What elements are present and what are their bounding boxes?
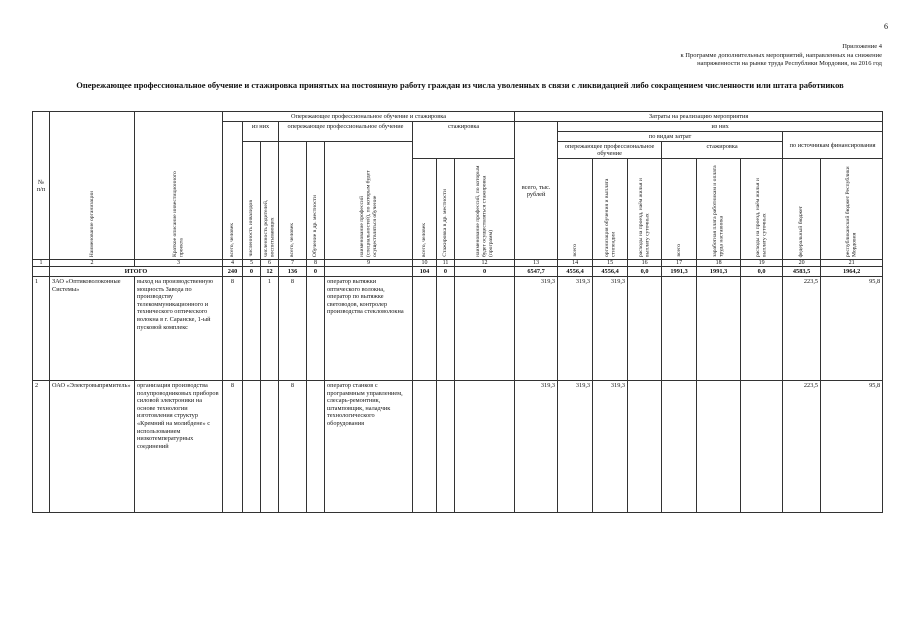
row-cell bbox=[741, 277, 783, 381]
row-cell: 319,3 bbox=[558, 381, 593, 513]
total-label: ИТОГО bbox=[50, 267, 223, 277]
row-cell bbox=[697, 277, 741, 381]
header-rep: республиканский бюджет Республики Мордовия bbox=[821, 159, 883, 260]
row-cell bbox=[697, 381, 741, 513]
row-professions: оператор станков с программным управлением, слесарь-ремонтник, штамповщик, наладчик технологического оборудования bbox=[325, 381, 413, 513]
row-org: ОАО «Электровыпрямитель» bbox=[50, 381, 135, 513]
header-parents: численность родителей, воспитывающих bbox=[261, 142, 279, 260]
row-cell bbox=[243, 277, 261, 381]
appendix-line-3: напряженности на рынке труда Республики Мордовия, на 2016 год bbox=[697, 60, 882, 67]
row-org: ЗАО «Оптиковолоконные Системы» bbox=[50, 277, 135, 381]
row-cell bbox=[307, 277, 325, 381]
header-project: Краткое описание инвестиционного проекта bbox=[135, 112, 223, 260]
header-opo-total: всего, человек bbox=[223, 122, 243, 260]
total-cell: 0,0 bbox=[628, 267, 662, 277]
row-cell: 8 bbox=[279, 277, 307, 381]
col-num: 13 bbox=[515, 260, 558, 267]
row-cell bbox=[455, 381, 515, 513]
row-cell: 319,3 bbox=[515, 277, 558, 381]
row-cell: 223,5 bbox=[783, 381, 821, 513]
header-row-1 bbox=[33, 112, 883, 122]
table-row bbox=[33, 277, 883, 381]
row-cell bbox=[437, 381, 455, 513]
total-cell: 136 bbox=[279, 267, 307, 277]
total-cell bbox=[33, 267, 50, 277]
col-num: 12 bbox=[455, 260, 515, 267]
row-cell bbox=[413, 277, 437, 381]
column-numbers-row bbox=[33, 260, 883, 267]
header-opo-group: Опережающее профессиональное обучение и стажировка bbox=[223, 112, 515, 122]
header-by-type: по видам затрат bbox=[558, 132, 783, 142]
header-c-st-all: всего bbox=[662, 159, 697, 260]
row-cell: 319,3 bbox=[515, 381, 558, 513]
total-cell: 4556,4 bbox=[558, 267, 593, 277]
header-costs-group: Затраты на реализацию мероприятия bbox=[515, 112, 883, 122]
header-of-them: из них bbox=[243, 122, 279, 142]
row-cell: 8 bbox=[223, 381, 243, 513]
header-c-opo-all: всего bbox=[558, 159, 593, 260]
header-opo-sub: опережающее профессиональное обучение bbox=[279, 122, 413, 142]
appendix-note bbox=[620, 43, 882, 69]
row-project: организация производства полупроводниковых приборов силовой электроники на основе технологии изготовления структур «Кремний на молибдене» с использованием низкотемпературных соединений bbox=[135, 381, 223, 513]
total-cell: 4583,5 bbox=[783, 267, 821, 277]
total-cell: 0 bbox=[437, 267, 455, 277]
appendix-line-1: Приложение 4 bbox=[842, 43, 882, 50]
row-cell: 319,3 bbox=[593, 381, 628, 513]
row-cell bbox=[243, 381, 261, 513]
total-cell: 1991,3 bbox=[662, 267, 697, 277]
row-cell bbox=[662, 277, 697, 381]
total-cell: 0 bbox=[455, 267, 515, 277]
col-num: 4 bbox=[223, 260, 243, 267]
header-total-rub: всего, тыс. рублей bbox=[515, 122, 558, 260]
row-cell: 95,8 bbox=[821, 381, 883, 513]
header-st-sub: стажировка bbox=[413, 122, 515, 159]
header-st-local: Стажировка в др. местности bbox=[437, 159, 455, 260]
row-cell bbox=[455, 277, 515, 381]
total-row bbox=[33, 267, 883, 277]
total-cell: 6547,7 bbox=[515, 267, 558, 277]
total-cell: 240 bbox=[223, 267, 243, 277]
total-cell: 104 bbox=[413, 267, 437, 277]
row-cell bbox=[261, 381, 279, 513]
row-cell bbox=[413, 381, 437, 513]
header-opo-prof: наименование профессий (специальностей), по которым будет осуществляться обучение bbox=[325, 142, 413, 260]
header-num: № п/п bbox=[33, 112, 50, 260]
col-num: 5 bbox=[243, 260, 261, 267]
col-num: 16 bbox=[628, 260, 662, 267]
col-num: 14 bbox=[558, 260, 593, 267]
row-cell bbox=[662, 381, 697, 513]
row-cell bbox=[741, 381, 783, 513]
total-cell: 0 bbox=[243, 267, 261, 277]
total-cell: 1991,3 bbox=[697, 267, 741, 277]
row-cell bbox=[628, 381, 662, 513]
header-st-prof: наименование профессий, по которым будет осуществляться стажировка (программ) bbox=[455, 159, 515, 260]
header-c-st: стажировка bbox=[662, 142, 783, 159]
row-cell: 223,5 bbox=[783, 277, 821, 381]
col-num: 19 bbox=[741, 260, 783, 267]
col-num: 15 bbox=[593, 260, 628, 267]
document-title: Опережающее профессиональное обучение и стажировка принятых на постоянную работу граждан из числа уволенных в связи с ликвидацией либо сокращением численности или штата работников bbox=[76, 80, 844, 90]
col-num: 9 bbox=[325, 260, 413, 267]
total-cell: 4556,4 bbox=[593, 267, 628, 277]
col-num: 20 bbox=[783, 260, 821, 267]
col-num: 6 bbox=[261, 260, 279, 267]
header-by-source: по источникам финансирования bbox=[783, 132, 883, 159]
col-num: 2 bbox=[50, 260, 135, 267]
col-num: 3 bbox=[135, 260, 223, 267]
col-num: 7 bbox=[279, 260, 307, 267]
header-opo-all: всего, человек bbox=[279, 142, 307, 260]
col-num: 10 bbox=[413, 260, 437, 267]
total-cell: 12 bbox=[261, 267, 279, 277]
col-num: 11 bbox=[437, 260, 455, 267]
row-cell: 319,3 bbox=[593, 277, 628, 381]
row-cell: 319,3 bbox=[558, 277, 593, 381]
row-cell bbox=[307, 381, 325, 513]
header-c-st-travel: расходы на проезд, наём жилья и выплату суточных bbox=[741, 159, 783, 260]
total-cell: 0,0 bbox=[741, 267, 783, 277]
col-num: 21 bbox=[821, 260, 883, 267]
total-cell: 0 bbox=[307, 267, 325, 277]
header-c-opo: опережающее профессиональное обучение bbox=[558, 142, 662, 159]
header-fed: федеральный бюджет bbox=[783, 159, 821, 260]
row-cell: 8 bbox=[223, 277, 243, 381]
header-c-opo-travel: расходы на проезд, наём жилья и выплату суточных bbox=[628, 159, 662, 260]
data-table bbox=[32, 111, 883, 513]
row-cell bbox=[437, 277, 455, 381]
row-cell: 1 bbox=[261, 277, 279, 381]
total-cell bbox=[325, 267, 413, 277]
page-number: 6 bbox=[884, 22, 888, 31]
total-cell: 1964,2 bbox=[821, 267, 883, 277]
header-opo-local: Обучение в др. местности bbox=[307, 142, 325, 260]
header-disabled: численность инвалидов bbox=[243, 142, 261, 260]
header-org: Наименование организации bbox=[50, 112, 135, 260]
row-project: выход на производственную мощность Завода по производству телекоммуникационного и технического оптического волокна в г. Саранске, 1-ый пусковой комплекс bbox=[135, 277, 223, 381]
row-number: 1 bbox=[33, 277, 50, 381]
table-row bbox=[33, 381, 883, 513]
appendix-line-2: к Программе дополнительных мероприятий, направленных на снижение bbox=[680, 51, 882, 59]
col-num: 18 bbox=[697, 260, 741, 267]
col-num: 1 bbox=[33, 260, 50, 267]
col-num: 8 bbox=[307, 260, 325, 267]
row-cell: 8 bbox=[279, 381, 307, 513]
header-st-all: всего, человек bbox=[413, 159, 437, 260]
header-c-st-wage: заработная плата работникам и оплата труда наставника bbox=[697, 159, 741, 260]
header-costs-of-them: из них bbox=[558, 122, 883, 132]
row-number: 2 bbox=[33, 381, 50, 513]
row-professions: оператор вытяжки оптического волокна, оператор по вытяжке световодов, контролер производства стекловолокна bbox=[325, 277, 413, 381]
row-cell: 95,8 bbox=[821, 277, 883, 381]
row-cell bbox=[628, 277, 662, 381]
header-c-opo-org: организация обучения и выплата стипендии bbox=[593, 159, 628, 260]
col-num: 17 bbox=[662, 260, 697, 267]
